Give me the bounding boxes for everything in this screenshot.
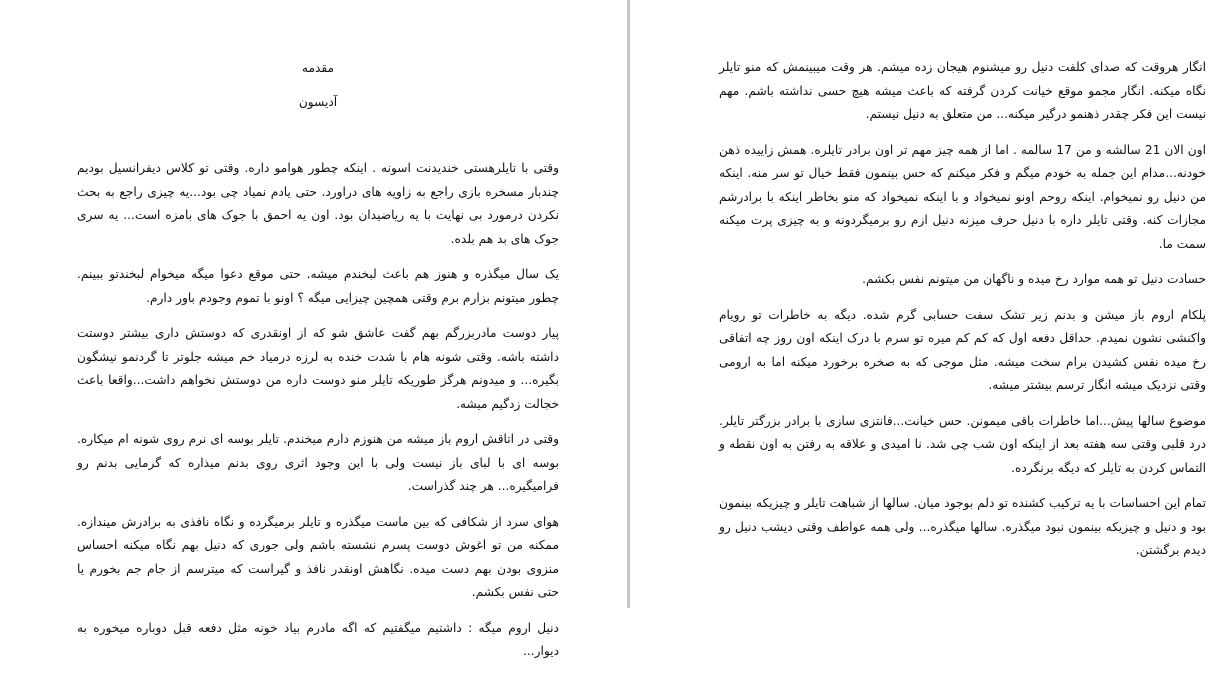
paragraph: هوای سرد از شکافی که بین ماست میگذره و تایلر برمیگرده و نگاه نافذی به برادرش میندازه. ممکنه من تو اغوش دوست پسرم نشسته باشم ولی جوری که دنیل بهم نگاه میکنه احساس منزوی بودن بهم دست میده. نگاهش اونقدر نافذ و گیراست که میترسم از جام جم بخورم یا حتی نفس بکشم. [77, 514, 559, 599]
chapter-title: مقدمه [301, 61, 335, 75]
paragraph: دنیل اروم میگه : داشتیم میگفتیم که اگه مادرم بیاد خونه مثل دفعه قبل دوباره میخوره به دیوار... [77, 620, 559, 658]
paragraph: موضوع سالها پیش...اما خاطرات باقی میمونن. حس خیانت...فانتزی سازی با برادر بزرگتر تایلر. درد قلبی وقتی سه هفته بعد از اینکه اون شب چی شد. نا امیدی و علاقه به رفتن به اون نقطه و التماس کردن به تایلر که دیگه برنگرده. [719, 413, 1206, 475]
paragraph: وقتی در اتاقش اروم باز میشه من هنوزم دارم میخندم. تایلر بوسه ای نرم روی شونه ام میکاره. بوسه ای با لبای باز نیست ولی با این وجود اثری روی بدنم میذاره که گرمایی بدنم رو فرامیگیره... هر چند گذراست. [77, 432, 559, 493]
paragraph: حسادت دنیل تو همه موارد رخ میده و ناگهان من میتونم نفس بکشم. [862, 272, 1206, 286]
paragraph: یک سال میگذره و هنوز هم باعث لبخندم میشه. حتی موقع دعوا میگه میخوام لبخندتو ببینم. چطور میتونم بزارم برم وقتی همچین چیزایی میگه ؟ اونو با تموم وجودم باور دارم. [77, 267, 559, 305]
paragraph: اون الان 21 سالشه و من 17 سالمه . اما از همه چیز مهم تر اون برادر تایلره. همش زاییده ذهن خودنه...مدام این جمله به خودم میگم و فکر میکنم که حس بینمون فقط خیال تو سر منه. اینکه من دنیل رو نمیخوام. اینکه روحم اونو نمیخواد و با اینکه نمیخواد که منو بخاطر اینکه با برادرشم مجازات کنه. وقتی تایلر داره با دنیل حرف میزنه دنیل ازم رو برمیگردونه و به چیزی پرت میکنه سمت ما. [719, 142, 1206, 251]
right-text-column [719, 56, 1206, 575]
paragraph: انگار هروقت که صدای کلفت دنیل رو میشنوم هیجان زده میشم. هر وقت میبینمش که منو تایلر نگاه میکنه. انگار مجمو موقع خیانت کردن گرفته که باعث میشه هیچ حسی نداشته باشم. مهم نیست این فکر چقدر ذهنمو درگیر میکنه... من متعلق به دنیل نیستم. [719, 60, 1206, 121]
paragraph: وقتی با تایلرهستی خندیدنت اسونه . اینکه چطور هوامو داره. وقتی تو کلاس دیفرانسیل بودیم چندبار مسخره بازی راجع به زاویه های دراورد. حتی یادم نمیاد چی بود...یه چیزی راجع به بحث نکردن درمورد بی نهایت با یه ریاضیدان بود. اون یه احمق با جوک های بامزه است... یه سری جوک های بد هم بلده. [77, 161, 559, 246]
left-text-column [77, 157, 559, 676]
right-page [630, 0, 1214, 608]
paragraph: تمام این احساسات با یه ترکیب کشنده تو دلم بوجود میان. سالها از شباهت تایلر و چیزیکه بینمون بود و دنیل و چیزیکه بینمون نبود میگذره. سالها میگذره... ولی همه عواطف وقتی دیشب دنیل رو دیدم برگشتن. [719, 496, 1206, 557]
paragraph: پلکام اروم باز میشن و بدنم زیر تشک سفت حسابی گرم شده. دیگه به خاطرات تو رویام واکنشی نشون نمیدم. حداقل دفعه اول که کم کم میره تو سرم با درک اینکه اون روز چه اتفاقی رخ میده نفس کشیدن برام سخت میشه. مثل موجی که به صخره برخورد میکنه اما به ارومی وقتی نزدیک میشه انگار ترسم بیشتر میشه. [719, 307, 1206, 392]
chapter-narrator: آدیسون [298, 95, 338, 109]
paragraph: پیار دوست مادربزرگم بهم گفت عاشق شو که از اونقدری که دوستش داری بیشتر دوستت داشته باشه. وقتی شونه هام با شدت خنده به لرزه درمیاد خم میشه جلوتر تا گردنمو نیشگون بگیره... و میدونم هرگز طوریکه تایلر منو دوست داره من دوستش نخواهم داشت...واقعا باعث خجالت زدگیم میشه. [77, 326, 559, 411]
